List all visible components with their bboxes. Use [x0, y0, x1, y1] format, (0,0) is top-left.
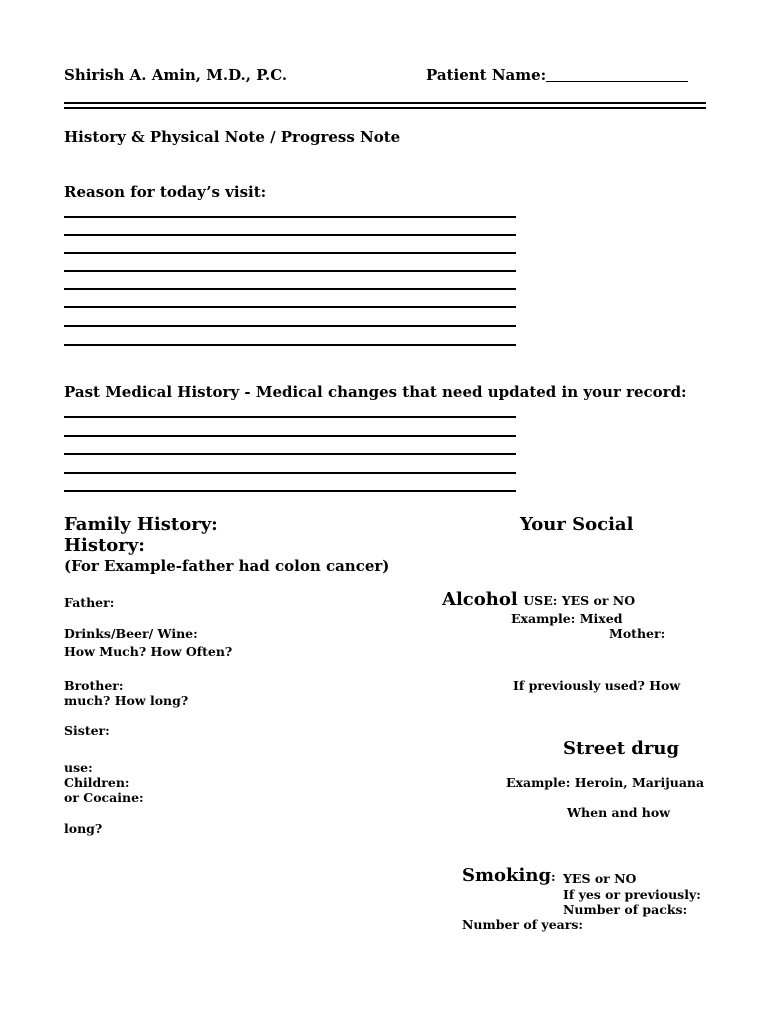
social-history-title: Your Social	[520, 514, 634, 535]
reason-line[interactable]	[64, 270, 516, 272]
much-long-label: much? How long?	[64, 693, 189, 708]
example-mixed-label: Example: Mixed	[511, 611, 623, 626]
sister-label: Sister:	[64, 723, 110, 738]
or-cocaine-label: or Cocaine:	[64, 790, 144, 805]
patient-name-label: Patient Name:	[426, 66, 547, 84]
pmh-line[interactable]	[64, 435, 516, 437]
alcohol-use-label: USE: YES or NO	[523, 593, 636, 608]
family-history-title: Family History:	[64, 514, 218, 535]
previously-used-label: If previously used? How	[513, 678, 681, 693]
mother-label: Mother:	[609, 626, 666, 641]
brother-label: Brother:	[64, 678, 124, 693]
pmh-line[interactable]	[64, 416, 516, 418]
long-label: long?	[64, 821, 103, 836]
history-heading: History:	[64, 535, 145, 556]
reason-line[interactable]	[64, 216, 516, 218]
if-yes-label: If yes or previously:	[563, 887, 701, 902]
number-years-label: Number of years:	[462, 917, 583, 932]
doctor-name: Shirish A. Amin, M.D., P.C.	[64, 66, 288, 84]
when-how-label: When and how	[567, 805, 670, 820]
reason-label: Reason for today’s visit:	[64, 183, 267, 201]
father-label: Father:	[64, 595, 115, 610]
drug-example-label: Example: Heroin, Marijuana	[506, 775, 705, 790]
street-drug-heading: Street drug	[563, 738, 680, 759]
reason-line[interactable]	[64, 306, 516, 308]
smoking-row	[462, 865, 556, 886]
patient-name-field	[426, 66, 688, 84]
patient-name-blank[interactable]	[546, 67, 688, 82]
reason-line[interactable]	[64, 325, 516, 327]
pmh-line[interactable]	[64, 490, 516, 492]
alcohol-heading: Alcohol	[442, 589, 518, 610]
reason-line[interactable]	[64, 234, 516, 236]
reason-line[interactable]	[64, 344, 516, 346]
family-example: (For Example-father had colon cancer)	[64, 557, 390, 575]
smoking-colon: :	[551, 869, 556, 884]
alcohol-row	[442, 589, 635, 610]
pmh-line[interactable]	[64, 453, 516, 455]
smoking-yes-no-label: YES or NO	[563, 871, 637, 886]
smoking-heading: Smoking	[462, 865, 552, 886]
pmh-label: Past Medical History - Medical changes that need updated in your record:	[64, 383, 687, 401]
reason-line[interactable]	[64, 288, 516, 290]
note-title: History & Physical Note / Progress Note	[64, 128, 401, 146]
pmh-line[interactable]	[64, 472, 516, 474]
children-label: Children:	[64, 775, 130, 790]
how-much-label: How Much? How Often?	[64, 644, 233, 659]
use-label: use:	[64, 760, 93, 775]
header-divider-top	[64, 102, 706, 104]
reason-line[interactable]	[64, 252, 516, 254]
header-divider-bottom	[64, 107, 706, 109]
number-packs-label: Number of packs:	[563, 902, 688, 917]
drinks-label: Drinks/Beer/ Wine:	[64, 626, 198, 641]
